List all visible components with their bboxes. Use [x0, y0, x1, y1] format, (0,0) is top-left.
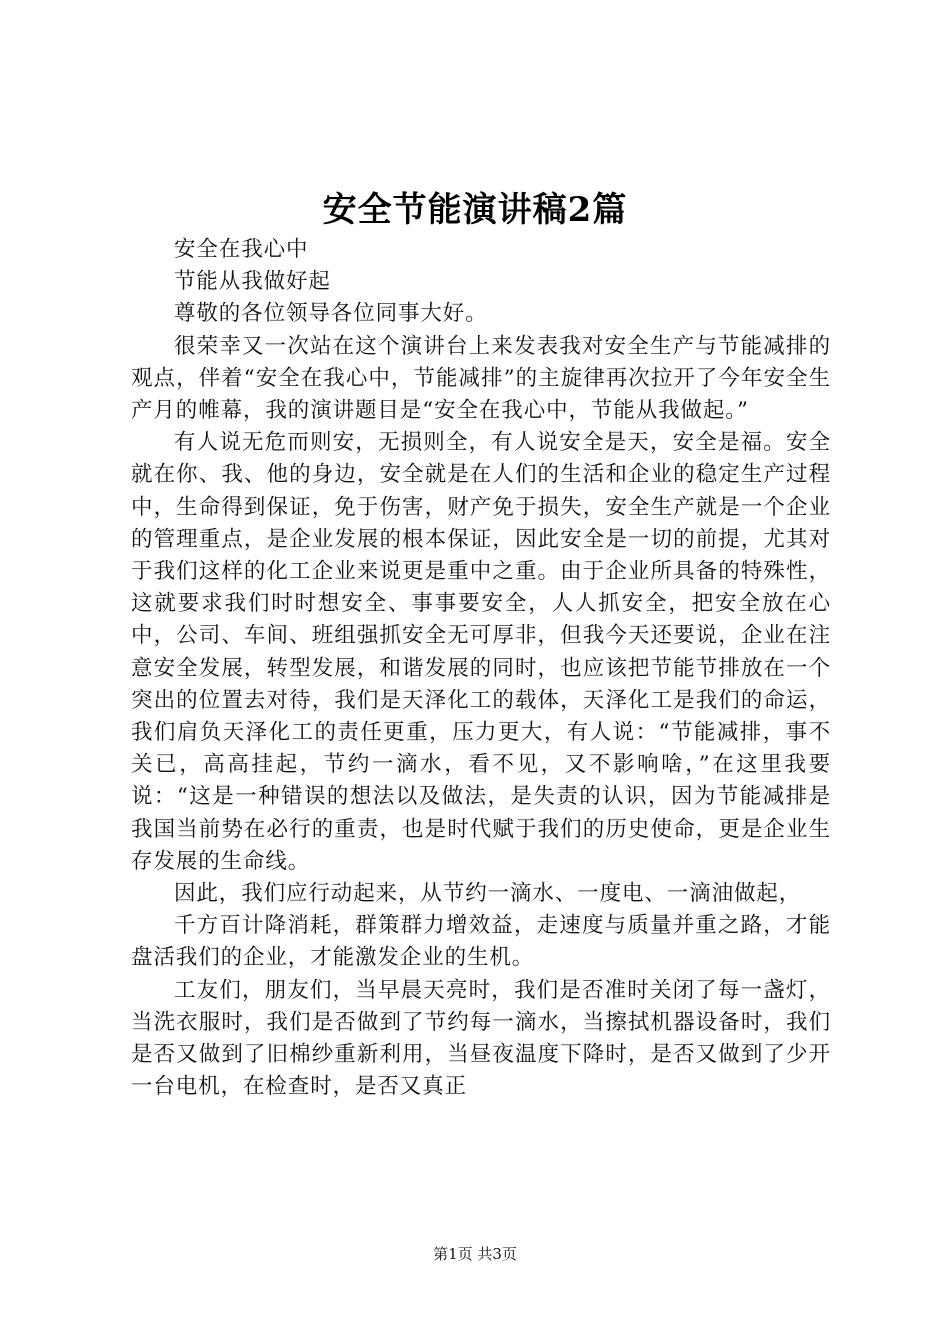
document-body	[131, 234, 831, 1103]
paragraph: 千方百计降消耗，群策群力增效益，走速度与质量并重之路，才能盘活我们的企业，才能激发企业的生机。	[131, 913, 831, 971]
paragraph: 因此，我们应行动起来，从节约一滴水、一度电、一滴油做起，	[174, 881, 802, 907]
paragraph: 工友们，朋友们，当早晨天亮时，我们是否准时关闭了每一盏灯，当洗衣服时，我们是否做到了节约每一滴水，当擦拭机器设备时，我们是否又做到了旧棉纱重新利用，当昼夜温度下降时，是否又做到了少开一台电机，在检查时，是否又真正	[131, 977, 831, 1100]
page-footer: 第1页 共3页	[433, 1245, 517, 1263]
paragraph: 很荣幸又一次站在这个演讲台上来发表我对安全生产与节能减排的观点，伴着“安全在我心中，节能减排”的主旋律再次拉开了今年安全生产月的帷幕，我的演讲题目是“安全在我心中，节能从我做起。”	[131, 333, 831, 424]
paragraph: 安全在我心中	[174, 237, 309, 262]
paragraph: 节能从我做好起	[174, 269, 331, 295]
paragraph: 尊敬的各位领导各位同事大好。	[174, 301, 488, 327]
document-title: 安全节能演讲稿2篇	[322, 190, 628, 230]
paragraph: 有人说无危而则安，无损则全，有人说安全是天，安全是福。安全就在你、我、他的身边，安全就是在人们的生活和企业的稳定生产过程中，生命得到保证，免于伤害，财产免于损失，安全生产就是一个企业的管理重点，是企业发展的根本保证，因此安全是一切的前提，尤其对于我们这样的化工企业来说更是重中之重。由于企业所具备的特殊性，这就要求我们时时想安全、事事要安全，人人抓安全，把安全放在心中，公司、车间、班组强抓安全无可厚非，但我今天还要说，企业在注意安全发展，转型发展，和谐发展的同时，也应该把节能节排放在一个突出的位置去对待，我们是天泽化工的载体，天泽化工是我们的命运，我们肩负天泽化工的责任更重，压力更大，有人说：“节能减排，事不关已，高高挂起，节约一滴水，看不见，又不影响啥，”在这里我要说：“这是一种错误的想法以及做法，是失责的认识，因为节能减排是我国当前势在必行的重责，也是时代赋于我们的历史使命，更是企业生存发展的生命线。	[131, 430, 831, 874]
